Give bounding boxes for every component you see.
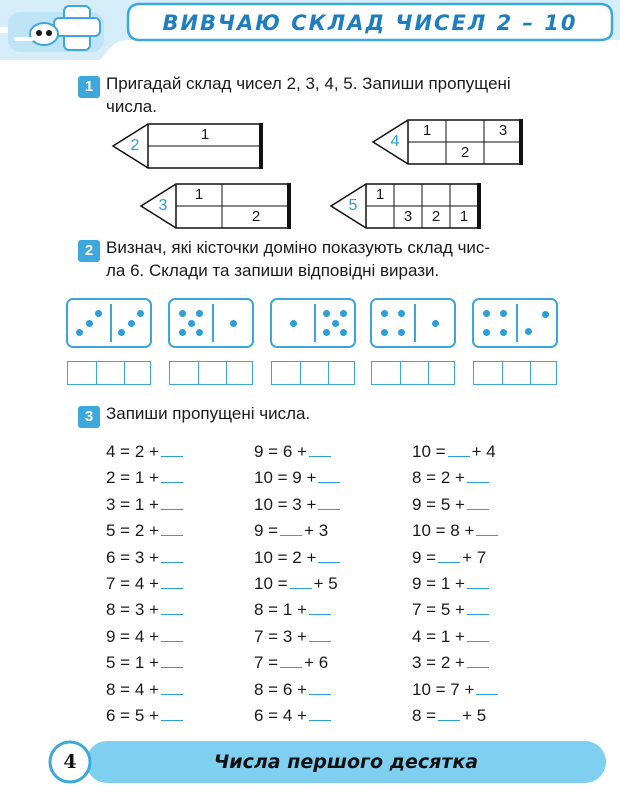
equation-left: 9 = 1 + xyxy=(412,574,465,593)
task-1-instructions xyxy=(106,72,606,118)
answer-blank[interactable] xyxy=(309,626,331,642)
footer-title: Числа першого десятка xyxy=(213,751,479,773)
equation xyxy=(412,573,491,595)
answer-cell[interactable] xyxy=(428,362,457,384)
equation xyxy=(106,441,185,463)
answer-blank[interactable] xyxy=(318,494,340,510)
answer-blank[interactable] xyxy=(467,467,489,483)
answer-cell[interactable] xyxy=(198,362,227,384)
equation-left: 8 = 2 + xyxy=(412,468,465,488)
equation-left: 10 = 3 + xyxy=(254,494,317,514)
domino-tile xyxy=(168,298,254,348)
task-3-number: 3 xyxy=(78,406,100,428)
answer-blank[interactable] xyxy=(290,573,312,589)
domino-divider xyxy=(516,304,518,342)
answer-boxes[interactable] xyxy=(271,361,355,385)
task-2-text-line2: ла 6. Склади та запиши відповідні вирази. xyxy=(106,261,440,280)
equation-left: 4 = 1 + xyxy=(412,626,465,646)
equation xyxy=(412,520,500,542)
equation-left: 8 = 6 + xyxy=(254,679,307,699)
equation-right: + 4 xyxy=(471,442,496,461)
equation xyxy=(412,467,491,489)
answer-blank[interactable] xyxy=(161,467,183,483)
equation-left: 4 = 2 + xyxy=(106,442,159,461)
answer-cell[interactable] xyxy=(96,362,125,384)
task-3-instructions: Запиши пропущені числа. xyxy=(106,404,311,423)
equation-left: 10 = xyxy=(254,574,288,593)
domino-pip xyxy=(381,329,388,336)
equation xyxy=(106,520,185,542)
domino-pip xyxy=(118,329,125,336)
equation xyxy=(412,494,491,516)
domino-tile xyxy=(270,298,356,348)
calculator-mascot-icon xyxy=(8,4,104,54)
domino-divider xyxy=(314,304,316,342)
answer-blank[interactable] xyxy=(318,467,340,483)
equation xyxy=(254,652,328,674)
domino-pip xyxy=(381,310,388,317)
pencil-tip-number: 2 xyxy=(130,137,140,154)
answer-cell[interactable] xyxy=(372,362,400,384)
domino-pip xyxy=(483,310,490,317)
pencil-tip-number: 4 xyxy=(390,133,400,150)
pencil-number-2 xyxy=(112,123,264,169)
equation-left: 8 = xyxy=(412,706,437,725)
domino-pip xyxy=(323,310,330,317)
equation-left: 3 = 2 + xyxy=(412,653,465,673)
page-title: ВИВЧАЮ СКЛАД ЧИСЕЛ 2 – 10 xyxy=(162,11,578,35)
equation xyxy=(106,494,185,516)
equation-left: 7 = 4 + xyxy=(106,574,159,593)
pencil-number-5 xyxy=(330,183,482,229)
equation xyxy=(412,705,486,727)
equation-left: 5 = 2 + xyxy=(106,521,159,541)
answer-blank[interactable] xyxy=(161,520,183,536)
equation xyxy=(106,599,185,621)
equation xyxy=(106,652,185,674)
answer-boxes[interactable] xyxy=(169,361,253,385)
domino-pip xyxy=(525,328,532,335)
answer-cell[interactable] xyxy=(530,362,559,384)
equation xyxy=(254,467,342,489)
answer-blank[interactable] xyxy=(280,520,302,536)
equation xyxy=(254,547,342,569)
equation-right: + 5 xyxy=(313,574,338,593)
pencil-cell: 1 xyxy=(422,122,432,139)
answer-blank[interactable] xyxy=(309,705,331,721)
answer-blank[interactable] xyxy=(467,626,489,642)
domino-pip xyxy=(332,320,339,327)
answer-blank[interactable] xyxy=(467,494,489,510)
equation-left: 3 = 1 + xyxy=(106,494,159,514)
pencil-number-3 xyxy=(140,183,292,229)
equation xyxy=(106,705,185,727)
answer-blank[interactable] xyxy=(161,494,183,510)
pencil-cell: 1 xyxy=(194,186,204,203)
pencil-cell: 2 xyxy=(460,144,470,161)
task-2-number: 2 xyxy=(78,240,100,262)
domino-pip xyxy=(500,329,507,336)
domino-pip xyxy=(196,329,203,336)
equation-left: 10 = 8 + xyxy=(412,521,475,541)
equation xyxy=(106,573,185,595)
domino-tile xyxy=(66,298,152,348)
equation-left: 8 = 3 + xyxy=(106,600,159,620)
equation-left: 10 = xyxy=(412,442,446,461)
header-band xyxy=(0,0,620,60)
equation-left: 6 = 5 + xyxy=(106,706,159,725)
equation xyxy=(254,626,333,648)
answer-blank[interactable] xyxy=(438,547,460,563)
equation-left: 9 = xyxy=(412,547,437,567)
domino-pip xyxy=(432,320,439,327)
answer-blank[interactable] xyxy=(476,679,498,695)
answer-blank[interactable] xyxy=(161,547,183,563)
equation-right: + 5 xyxy=(462,706,487,725)
answer-blank[interactable] xyxy=(161,441,183,457)
answer-boxes[interactable] xyxy=(371,361,455,385)
equation xyxy=(412,679,500,701)
domino-pip xyxy=(323,329,330,336)
domino-pip xyxy=(128,320,135,327)
equation-right: + 6 xyxy=(304,653,329,673)
answer-cell[interactable] xyxy=(502,362,531,384)
pencil-tip-number: 3 xyxy=(158,197,168,214)
domino-divider xyxy=(110,304,112,342)
answer-boxes[interactable] xyxy=(67,361,151,385)
task-1-number: 1 xyxy=(78,76,100,98)
domino-pip xyxy=(398,329,405,336)
domino-pip xyxy=(290,320,297,327)
answer-cell[interactable] xyxy=(68,362,96,384)
domino-pip xyxy=(76,329,83,336)
domino-pip xyxy=(340,310,347,317)
answer-blank[interactable] xyxy=(280,652,302,668)
task-1-text-line1: Пригадай склад чисел 2, 3, 4, 5. Запиши пропущені xyxy=(106,74,511,93)
equation-left: 7 = 5 + xyxy=(412,600,465,620)
answer-blank[interactable] xyxy=(309,599,331,615)
answer-blank[interactable] xyxy=(161,626,183,642)
domino-pip xyxy=(500,310,507,317)
answer-blank[interactable] xyxy=(476,520,498,536)
answer-blank[interactable] xyxy=(467,652,489,668)
answer-cell[interactable] xyxy=(474,362,502,384)
domino-pip xyxy=(86,320,93,327)
pencil-tip-number: 5 xyxy=(348,197,358,214)
equation-left: 10 = 2 + xyxy=(254,547,317,567)
equation xyxy=(412,652,491,674)
answer-blank[interactable] xyxy=(309,441,331,457)
equation-left: 5 = 1 + xyxy=(106,653,159,673)
equation-left: 10 = 9 + xyxy=(254,468,317,488)
equation-left: 9 = xyxy=(254,521,279,541)
domino-divider xyxy=(212,304,214,342)
equation xyxy=(254,599,333,621)
equation-left: 6 = 3 + xyxy=(106,547,159,567)
domino-tile xyxy=(472,298,558,348)
domino-pip xyxy=(398,310,405,317)
pencil-cell: 3 xyxy=(403,208,413,225)
task-2-instructions xyxy=(106,236,606,282)
answer-blank[interactable] xyxy=(438,705,460,721)
pencil-cell: 1 xyxy=(459,208,469,225)
domino-pip xyxy=(95,310,102,317)
equation-left: 6 = 4 + xyxy=(254,706,307,725)
domino-divider xyxy=(414,304,416,342)
answer-blank[interactable] xyxy=(467,599,489,615)
answer-blank[interactable] xyxy=(309,679,331,695)
domino-pip xyxy=(542,311,549,318)
equation xyxy=(254,573,338,595)
equation-right: + 3 xyxy=(304,521,329,541)
equation xyxy=(412,626,491,648)
equation xyxy=(412,441,496,463)
answer-blank[interactable] xyxy=(318,547,340,563)
domino-pip xyxy=(340,329,347,336)
answer-cell[interactable] xyxy=(400,362,429,384)
equation xyxy=(254,520,328,542)
equation xyxy=(254,441,333,463)
domino-pip xyxy=(179,310,186,317)
pencil-cell: 1 xyxy=(375,186,385,203)
equation xyxy=(254,494,342,516)
pencil-cell: 3 xyxy=(498,122,508,139)
domino-pip xyxy=(196,310,203,317)
pencil-number-4 xyxy=(372,119,524,165)
answer-blank[interactable] xyxy=(161,573,183,589)
domino-pip xyxy=(188,320,195,327)
equation-left: 9 = 6 + xyxy=(254,442,307,461)
pencil-cell: 2 xyxy=(251,208,261,225)
answer-cell[interactable] xyxy=(226,362,255,384)
answer-blank[interactable] xyxy=(161,705,183,721)
equation xyxy=(106,547,185,569)
equation xyxy=(106,467,185,489)
equation xyxy=(254,679,333,701)
equation xyxy=(106,679,185,701)
answer-blank[interactable] xyxy=(161,599,183,615)
equation xyxy=(106,626,185,648)
equation-left: 10 = 7 + xyxy=(412,679,475,699)
domino-pip xyxy=(483,329,490,336)
equation xyxy=(412,547,486,569)
answer-blank[interactable] xyxy=(467,573,489,589)
answer-cell[interactable] xyxy=(300,362,329,384)
answer-blank[interactable] xyxy=(448,441,470,457)
equation-left: 9 = 4 + xyxy=(106,626,159,646)
equation-left: 7 = 3 + xyxy=(254,626,307,646)
equation-right: + 7 xyxy=(462,547,487,567)
equation-left: 7 = xyxy=(254,653,279,673)
pencil-cell: 2 xyxy=(431,208,441,225)
task-2-text-line1: Визнач, які кісточки доміно показують склад чис- xyxy=(106,238,491,257)
domino-pip xyxy=(230,320,237,327)
equation xyxy=(412,599,491,621)
answer-blank[interactable] xyxy=(161,679,183,695)
answer-boxes[interactable] xyxy=(473,361,557,385)
answer-cell[interactable] xyxy=(328,362,357,384)
domino-pip xyxy=(137,310,144,317)
equation-left: 9 = 5 + xyxy=(412,494,465,514)
equation xyxy=(254,705,333,727)
answer-cell[interactable] xyxy=(170,362,198,384)
answer-blank[interactable] xyxy=(161,652,183,668)
equation-left: 2 = 1 + xyxy=(106,468,159,488)
page-number: 4 xyxy=(63,751,77,773)
domino-tile xyxy=(370,298,456,348)
equation-left: 8 = 4 + xyxy=(106,679,159,699)
answer-cell[interactable] xyxy=(124,362,153,384)
task-1-text-line2: числа. xyxy=(106,97,157,116)
pencil-cell: 1 xyxy=(200,126,210,143)
equation-left: 8 = 1 + xyxy=(254,600,307,620)
domino-pip xyxy=(179,329,186,336)
answer-cell[interactable] xyxy=(272,362,300,384)
